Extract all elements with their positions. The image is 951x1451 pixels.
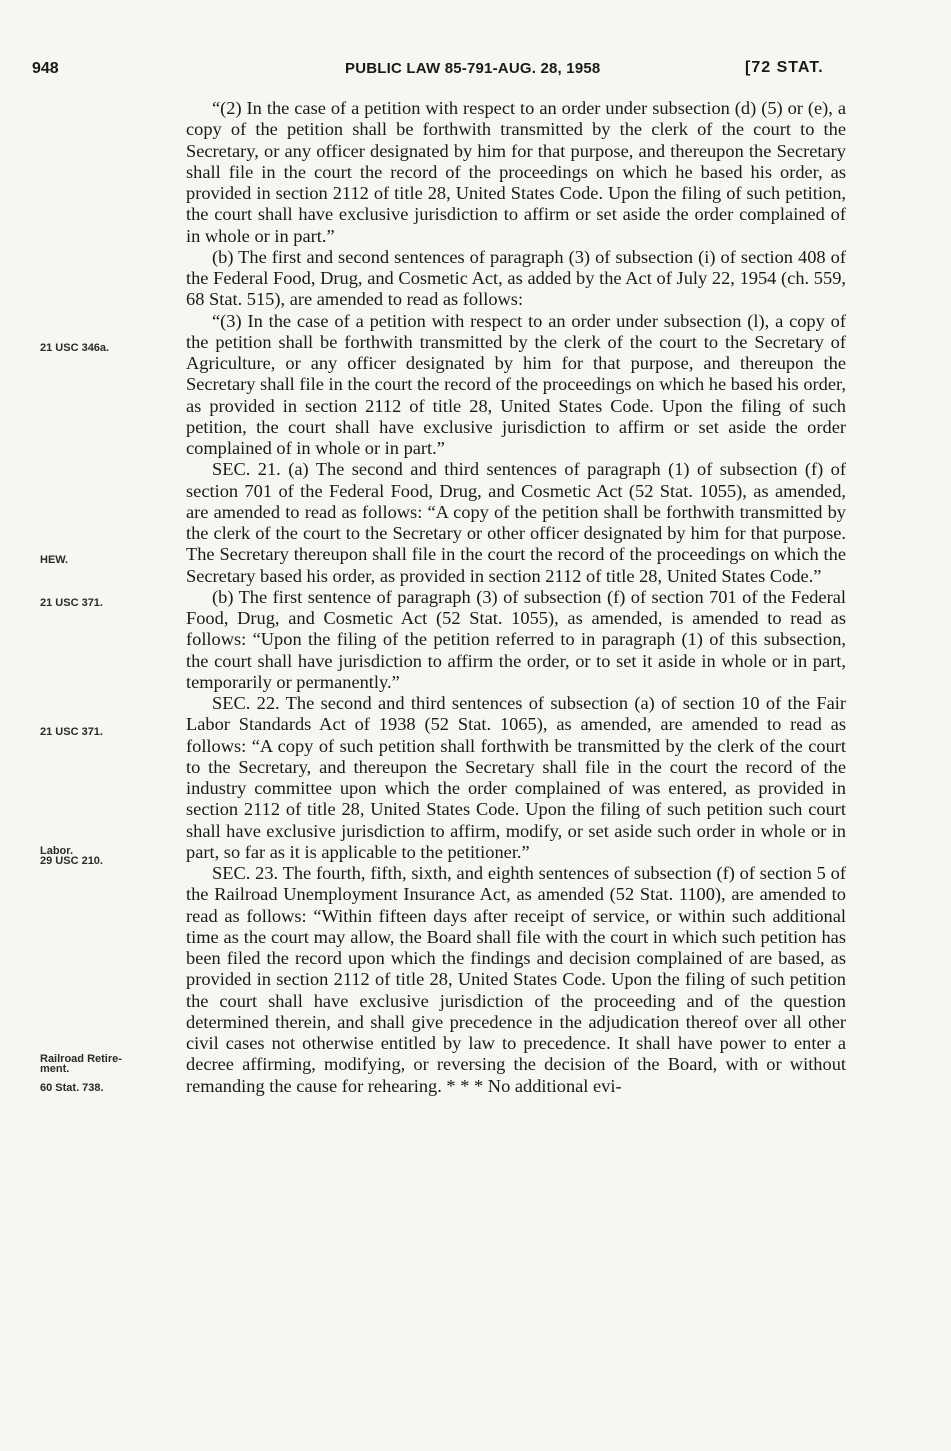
body-text	[186, 98, 846, 1097]
margin-note-labor: Labor.	[40, 845, 74, 857]
margin-note-29-usc-210: 29 USC 210.	[40, 855, 103, 867]
page-number: 948	[32, 60, 59, 77]
paragraph-sec-22: SEC. 22. The second and third sentences of subsection (a) of section 10 of the Fair Labor Standards Act of 1938 (52 Stat. 1065), as amended, are amended to read as follows: “A copy of such petition shall forthwith be transmitted by the clerk of the court to the Secretary, and thereupon the Secretary shall file in the court the record of the industry committee upon which the order complained of was entered, as provided in section 2112 of title 28, United States Code. Upon the filing of such petition such court shall have exclusive jurisdiction to affirm, modify, or set aside such order in whole or in part, so far as it is applicable to the petitioner.”	[186, 693, 846, 862]
paragraph-sec-21a: SEC. 21. (a) The second and third sentences of paragraph (1) of subsection (f) of section 701 of the Federal Food, Drug, and Cosmetic Act (52 Stat. 1055), as amended, are amended to read as follows: “A copy of the petition shall be forthwith transmitted by the clerk of the court to the Secretary or other officer designated by him for that purpose. The Secretary thereupon shall file in the court the record of the proceedings on which the Secretary based his order, as provided in section 2112 of title 28, United States Code.”	[186, 459, 846, 586]
paragraph-2-petition: “(2) In the case of a petition with respect to an order under subsection (d) (5) or (e), a copy of the petition shall be forthwith transmitted by the clerk of the court to the Secretary, or any officer designated by him for that purpose, and thereupon the Secretary shall file in the court the record of the proceedings on which he based his order, as provided in section 2112 of title 28, United States Code. Upon the filing of such petition, the court shall have exclusive jurisdiction to affirm or set aside the order complained of in whole or in part.”	[186, 98, 846, 246]
paragraph-sec-21b: (b) The first sentence of paragraph (3) of subsection (f) of section 701 of the Federal Food, Drug, and Cosmetic Act (52 Stat. 1055), as amended, is amended to read as follows: “Upon the filing of the petition referred to in paragraph (1) of this subsection, the court shall have jurisdiction to affirm the order, or to set it aside in whole or in part, temporarily or permanently.”	[186, 586, 846, 692]
volume-reference: [72 STAT.	[745, 59, 824, 76]
margin-note-21-usc-346a: 21 USC 346a.	[40, 342, 110, 354]
margin-note-railroad-retirement-cont: ment.	[40, 1063, 70, 1075]
margin-note-21-usc-371-a: 21 USC 371.	[40, 597, 103, 609]
running-head: PUBLIC LAW 85-791-AUG. 28, 1958	[345, 60, 601, 77]
margin-note-21-usc-371-b: 21 USC 371.	[40, 726, 103, 738]
paragraph-sec-23: SEC. 23. The fourth, fifth, sixth, and eighth sentences of subsection (f) of section 5 of the Railroad Unemployment Insurance Act, as amended (52 Stat. 1100), are amended to read as follows: “Within fifteen days after receipt of service, or within such additional time as the court may allow, the Board shall file with the court in which such petition has been filed the record upon which the findings and decision complained of are based, as provided in section 2112 of title 28, United States Code. Upon the filing of such petition the court shall have exclusive jurisdiction of the proceeding and of the question determined therein, and shall give precedence in the adjudication thereof over all other civil cases not otherwise entitled by law to precedence. It shall have power to enter a decree affirming, modifying, or reversing the decision of the Board, with or without remanding the cause for rehearing. * * * No additional evi-	[186, 863, 846, 1096]
margin-note-hew: HEW.	[40, 554, 69, 566]
paragraph-3-petition: “(3) In the case of a petition with respect to an order under subsection (l), a copy of the petition shall be forthwith transmitted by the clerk of the court to the Secretary of Agriculture, or any officer designated by him for that purpose, and thereupon the Secretary shall file in the court the record of the proceedings on which he based his order, as provided in section 2112 of title 28, United States Code. Upon the filing of such petition, the court shall have exclusive jurisdiction to affirm or set aside the order complained of in whole or in part.”	[186, 310, 846, 458]
paragraph-b-section-408: (b) The first and second sentences of paragraph (3) of subsection (i) of section 408 of the Federal Food, Drug, and Cosmetic Act, as added by the Act of July 22, 1954 (ch. 559, 68 Stat. 515), are amended to read as follows:	[186, 246, 846, 310]
page-header	[0, 60, 951, 90]
margin-note-60-stat-738: 60 Stat. 738.	[40, 1082, 104, 1094]
margin-note-railroad-retirement: Railroad Retire-	[40, 1053, 122, 1065]
